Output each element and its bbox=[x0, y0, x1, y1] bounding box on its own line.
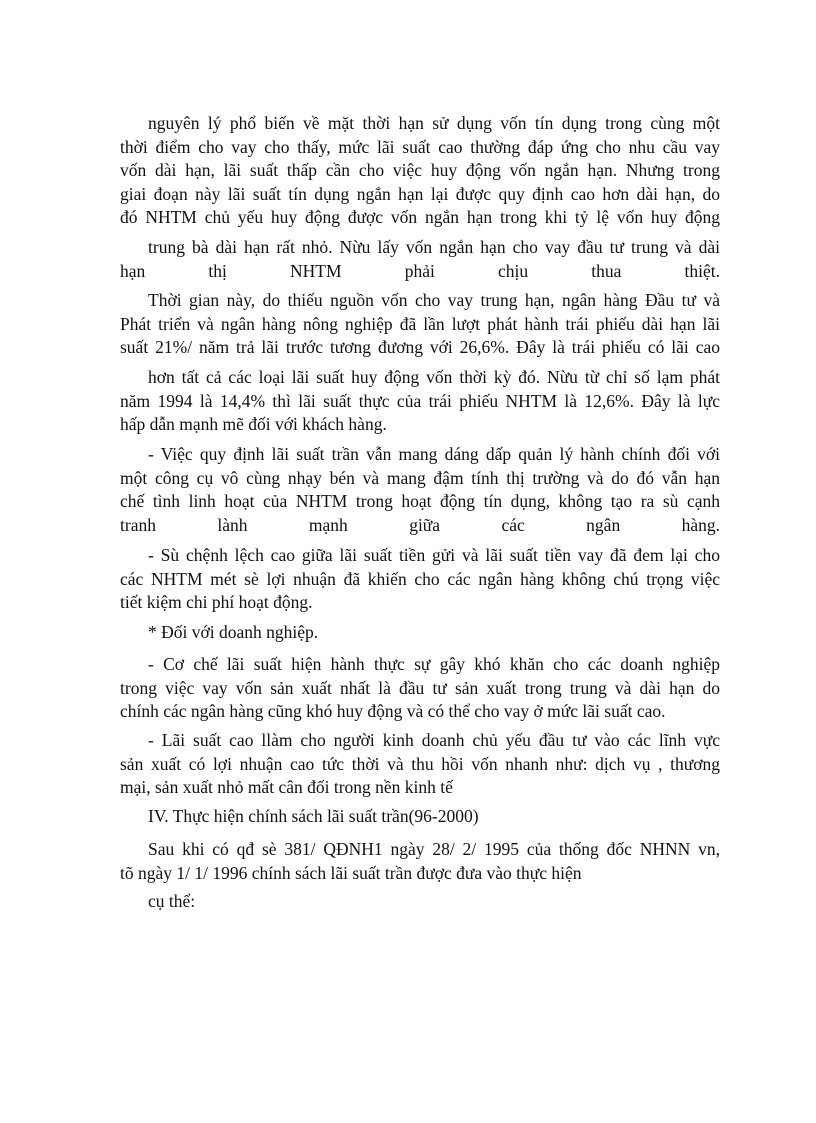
text-line: * Đối với doanh nghiệp. bbox=[148, 622, 319, 642]
text-line: trong việc vay vốn sản xuất nhất là đầu tư sản xuất trong trung và dài hạn do bbox=[120, 677, 720, 698]
text-line: Phát triển và ngân hàng nông nghiệp đã lần lượt phát hành trái phiếu dài hạn lãi bbox=[120, 313, 720, 334]
text-line: đó NHTM chủ yếu huy động được vốn ngắn hạn trong khi tỷ lệ vốn huy động bbox=[120, 207, 720, 227]
text-line: năm 1994 là 14,4% thì lãi suất thực của trái phiếu NHTM là 12,6%. Đây là lực bbox=[120, 390, 720, 411]
text-line: cụ thể: bbox=[148, 891, 196, 911]
text-line: nguyên lý phổ biến về mặt thời hạn sử dụng vốn tín dụng trong cùng một bbox=[148, 113, 720, 133]
text-line: chế tình linh hoạt của NHTM trong hoạt động tín dụng, không tạo ra sù cạnh bbox=[120, 491, 720, 511]
text-line: vốn dài hạn, lãi suất thấp cần cho việc huy động vốn ngắn hạn. Nhưng trong bbox=[120, 160, 720, 180]
text-line: - Cơ chế lãi suất hiện hành thực sự gây khó khăn cho các doanh nghiệp bbox=[148, 654, 720, 674]
paragraph bbox=[120, 621, 720, 645]
text-line: thời điểm cho vay cho thấy, mức lãi suất cao thường đáp ứng cho nhu cầu vay bbox=[120, 136, 720, 157]
text-line: một công cụ vô cùng nhạy bén và mang đậm tính thị trường và do đó vẫn hạn bbox=[120, 467, 720, 488]
paragraph bbox=[120, 443, 720, 537]
text-line: - Việc quy định lãi suất trần vẫn mang dáng dấp quản lý hành chính đối với bbox=[148, 444, 720, 464]
paragraph bbox=[120, 729, 720, 800]
paragraph bbox=[120, 544, 720, 615]
text-line: mại, sản xuất nhỏ mất cân đối trong nền kinh tế bbox=[120, 777, 453, 797]
text-line: trung bà dài hạn rất nhỏ. Nừu lấy vốn ngắn hạn cho vay đầu tư trung và dài bbox=[148, 237, 720, 257]
paragraph bbox=[120, 366, 720, 437]
text-line: hấp dẫn mạnh mẽ đối với khách hàng. bbox=[120, 414, 387, 434]
text-line: - Sù chệnh lệch cao giữa lãi suất tiền gửi và lãi suất tiền vay đã đem lại cho bbox=[148, 545, 720, 565]
text-line: tõ ngày 1/ 1/ 1996 chính sách lãi suất trần được đưa vào thực hiện bbox=[120, 862, 582, 883]
text-line: Thời gian này, do thiếu nguồn vốn cho vay trung hạn, ngân hàng Đầu tư và bbox=[148, 290, 720, 310]
section-heading bbox=[120, 805, 720, 829]
text-line: IV. Thực hiện chính sách lãi suất trần(96-2000) bbox=[148, 806, 479, 826]
text-line: chính các ngân hàng cũng khó huy động và có thể cho vay ở mức lãi suất cao. bbox=[120, 701, 666, 721]
paragraph bbox=[120, 890, 720, 914]
paragraph bbox=[120, 289, 720, 360]
text-line: các NHTM mét sè lợi nhuận đã khiến cho các ngân hàng không chú trọng việc bbox=[120, 568, 720, 589]
text-line: tranh lành mạnh giữa các ngân hàng. bbox=[120, 514, 720, 535]
text-line: hạn thị NHTM phải chịu thua thiệt. bbox=[120, 260, 720, 281]
text-line: Sau khi có qđ sè 381/ QĐNH1 ngày 28/ 2/ 1995 của thống đốc NHNN vn, bbox=[148, 839, 720, 859]
paragraph bbox=[120, 236, 720, 283]
paragraph bbox=[120, 838, 720, 885]
text-line: tiết kiệm chi phí hoạt động. bbox=[120, 592, 313, 612]
text-line: - Lãi suất cao llàm cho người kinh doanh chủ yếu đầu tư vào các lĩnh vực bbox=[148, 730, 720, 750]
text-line: giai đoạn này lãi suất tín dụng ngắn hạn lại được quy định cao hơn dài hạn, do bbox=[120, 183, 720, 204]
text-line: hơn tất cả các loại lãi suất huy động vốn thời kỳ đó. Nừu từ chỉ số lạm phát bbox=[148, 367, 720, 387]
paragraph bbox=[120, 653, 720, 724]
text-line: sản xuất có lợi nhuận cao tức thời và thu hồi vốn nhanh như: dịch vụ , thương bbox=[120, 753, 720, 774]
paragraph bbox=[120, 112, 720, 230]
text-line: suất 21%/ năm trả lãi trước tương đương với 26,6%. Đây là trái phiếu có lãi cao bbox=[120, 337, 720, 357]
